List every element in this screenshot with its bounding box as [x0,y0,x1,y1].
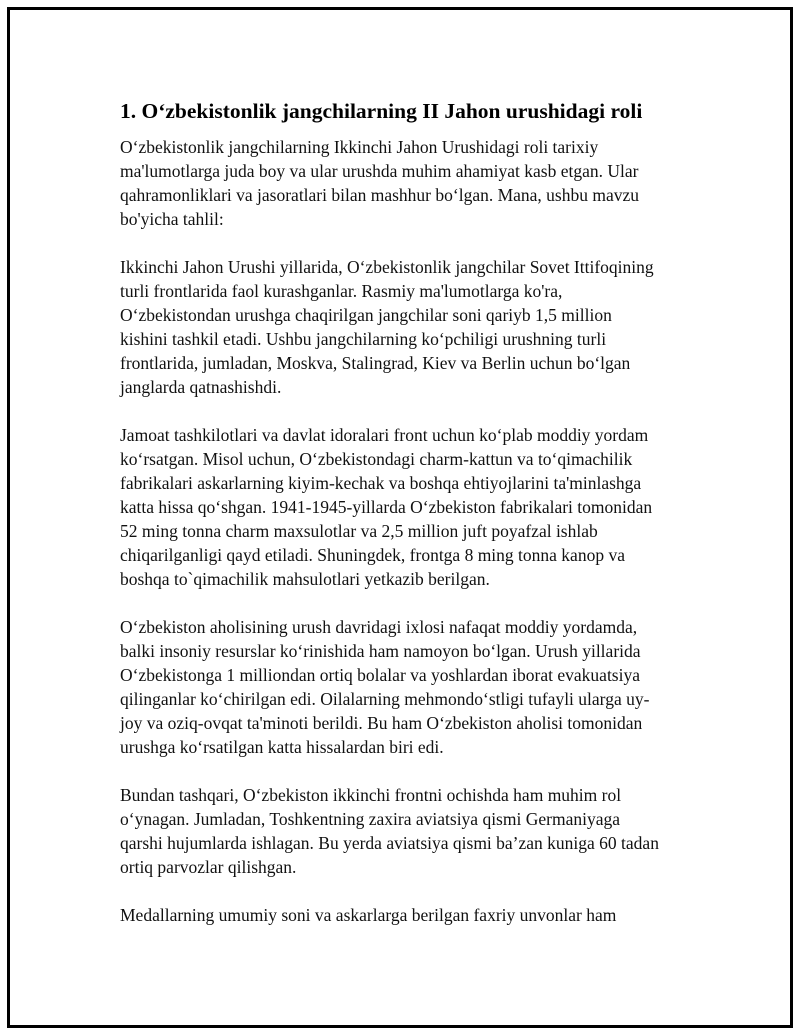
text-line: frontlarida, jumladan, Moskva, Stalingrad, Kiev va Berlin uchun bo‘lgan [120,353,631,373]
paragraph-soldiers [120,255,710,399]
text-line: bo'yicha tahlil: [120,209,224,229]
text-line: janglarda qatnashishdi. [120,377,282,397]
text-line: 52 ming tonna charm maxsulotlar va 2,5 million juft poyafzal ishlab [120,521,598,541]
text-line: ortiq parvozlar qilishgan. [120,857,297,877]
text-line: qarshi hujumlarda ishlagan. Bu yerda aviatsiya qismi ba’zan kuniga 60 tadan [120,833,659,853]
paragraph-intro [120,135,710,231]
text-line: qahramonliklari va jasoratlari bilan mashhur bo‘lgan. Mana, ushbu mavzu [120,185,640,205]
text-line: O‘zbekistonga 1 milliondan ortiq bolalar va yoshlardan iborat evakuatsiya [120,665,640,685]
page-border [7,7,793,1028]
text-line: katta hissa qo‘shgan. 1941-1945-yillarda O‘zbekiston fabrikalari tomonidan [120,497,653,517]
text-line: Medallarning umumiy soni va askarlarga berilgan faxriy unvonlar ham [120,905,617,925]
text-line: o‘ynagan. Jumladan, Toshkentning zaxira aviatsiya qismi Germaniyaga [120,809,620,829]
text-line: joy va oziq-ovqat ta'minoti berildi. Bu ham O‘zbekiston aholisi tomonidan [120,713,643,733]
text-line: fabrikalari askarlarning kiyim-kechak va boshqa ehtiyojlarini ta'minlashga [120,473,642,493]
text-line: Jamoat tashkilotlari va davlat idoralari front uchun ko‘plab moddiy yordam [120,425,649,445]
paragraph-evacuation [120,615,710,759]
text-line: kishini tashkil etadi. Ushbu jangchilarning ko‘pchiligi urushning turli [120,329,607,349]
text-line: ko‘rsatgan. Misol uchun, O‘zbekistondagi charm-kattun va to‘qimachilik [120,449,633,469]
text-line: O‘zbekistondan urushga chaqirilgan jangchilar soni qariyb 1,5 million [120,305,612,325]
text-line: boshqa to`qimachilik mahsulotlari yetkazib berilgan. [120,569,490,589]
text-line: balki insoniy resurslar ko‘rinishida ham namoyon bo‘lgan. Urush yillarida [120,641,641,661]
paragraph-medals [120,903,710,927]
section-heading: 1. O‘zbekistonlik jangchilarning II Jahon urushidagi roli [120,99,643,123]
text-line: ma'lumotlarga juda boy va ular urushda muhim ahamiyat kasb etgan. Ular [120,161,639,181]
text-line: turli frontlarida faol kurashganlar. Rasmiy ma'lumotlarga ko'ra, [120,281,563,301]
text-line: Ikkinchi Jahon Urushi yillarida, O‘zbekistonlik jangchilar Sovet Ittifoqining [120,257,654,277]
text-line: chiqarilganligi qayd etiladi. Shuningdek, frontga 8 ming tonna kanop va [120,545,625,565]
paragraph-second-front [120,783,710,879]
text-line: qilinganlar ko‘chirilgan edi. Oilalarning mehmondo‘stligi tufayli ularga uy- [120,689,650,709]
text-line: Bundan tashqari, O‘zbekiston ikkinchi frontni ochishda ham muhim rol [120,785,622,805]
text-line: O‘zbekiston aholisining urush davridagi ixlosi nafaqat moddiy yordamda, [120,617,638,637]
text-line: urushga ko‘rsatilgan katta hissalardan biri edi. [120,737,444,757]
document-body [120,97,710,951]
paragraph-material-aid [120,423,710,591]
text-line: O‘zbekistonlik jangchilarning Ikkinchi Jahon Urushidagi roli tarixiy [120,137,599,157]
